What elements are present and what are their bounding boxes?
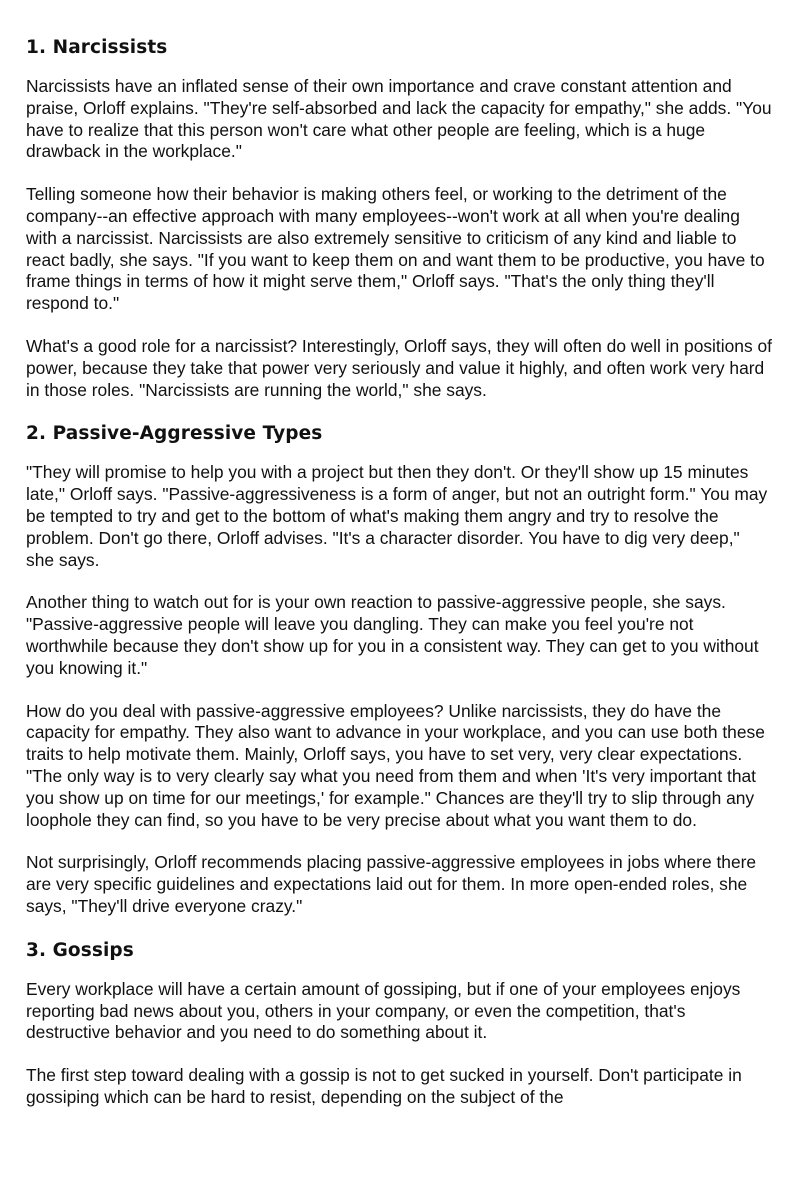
section-heading: 3. Gossips <box>26 939 134 961</box>
paragraph: How do you deal with passive-aggressive employees? Unlike narcissists, they do have the capacity for empathy. They also want to advance in your workplace, and you can use both these traits to help motivate them. Mainly, Orloff says, you have to set very, very clear expectations. "The only way is to very clearly say what you need from them and when 'It's very important that you show up on time for our meetings,' for example." Chances are they'll try to slip through any loophole they can find, so you have to be very precise about what you want them to do. <box>26 700 765 830</box>
paragraph: Not surprisingly, Orloff recommends placing passive-aggressive employees in jobs where there are very specific guidelines and expectations laid out for them. In more open-ended roles, she says, "They'll drive everyone crazy." <box>26 852 757 916</box>
paragraph: Telling someone how their behavior is making others feel, or working to the detriment of the company--an effective approach with many employees--won't work at all when you're dealing with a narcissist. Narcissists are also extremely sensitive to criticism of any kind and liable to react badly, she says. "If you want to keep them on and want them to be productive, you have to frame things in terms of how it might serve them," Orloff says. "That's the only thing they'll respond to." <box>26 184 765 314</box>
paragraph: Every workplace will have a certain amount of gossiping, but if one of your employees enjoys reporting bad news about you, others in your company, or even the competition, that's destructive behavior and you need to do something about it. <box>26 978 741 1043</box>
section-gossips <box>26 939 772 1109</box>
article-body <box>26 28 772 1130</box>
section-heading: 2. Passive-Aggressive Types <box>26 423 323 445</box>
paragraph: Narcissists have an inflated sense of their own importance and crave constant attention and praise, Orloff explains. "They're self-absorbed and lack the capacity for empathy," she adds. "You have to realize that this person won't care what other people are feeling, which is a huge drawback in the workplace." <box>26 76 772 162</box>
section-passive-aggressive <box>26 422 772 917</box>
paragraph: "They will promise to help you with a project but then they don't. Or they'll show up 15 minutes late," Orloff says. "Passive-aggressiveness is a form of anger, but not an outright form." You may be tempted to try and get to the bottom of what's making them angry and try to resolve the problem. Don't go there, Orloff advises. "It's a character disorder. You have to dig very deep," she says. <box>26 462 768 570</box>
section-narcissists <box>26 36 772 401</box>
paragraph: Another thing to watch out for is your own reaction to passive-aggressive people, she says. "Passive-aggressive people will leave you dangling. They can make you feel you're not worthwhile because they don't show up for you in a consistent way. They can get to you without you knowing it." <box>26 592 759 678</box>
paragraph: The first step toward dealing with a gossip is not to get sucked in yourself. Don't participate in gossiping which can be hard to resist, depending on the subject of the <box>26 1065 742 1107</box>
paragraph: What's a good role for a narcissist? Interestingly, Orloff says, they will often do well in positions of power, because they take that power very seriously and value it highly, and often work very hard in those roles. "Narcissists are running the world," she says. <box>26 335 772 400</box>
section-heading: 1. Narcissists <box>26 37 168 58</box>
